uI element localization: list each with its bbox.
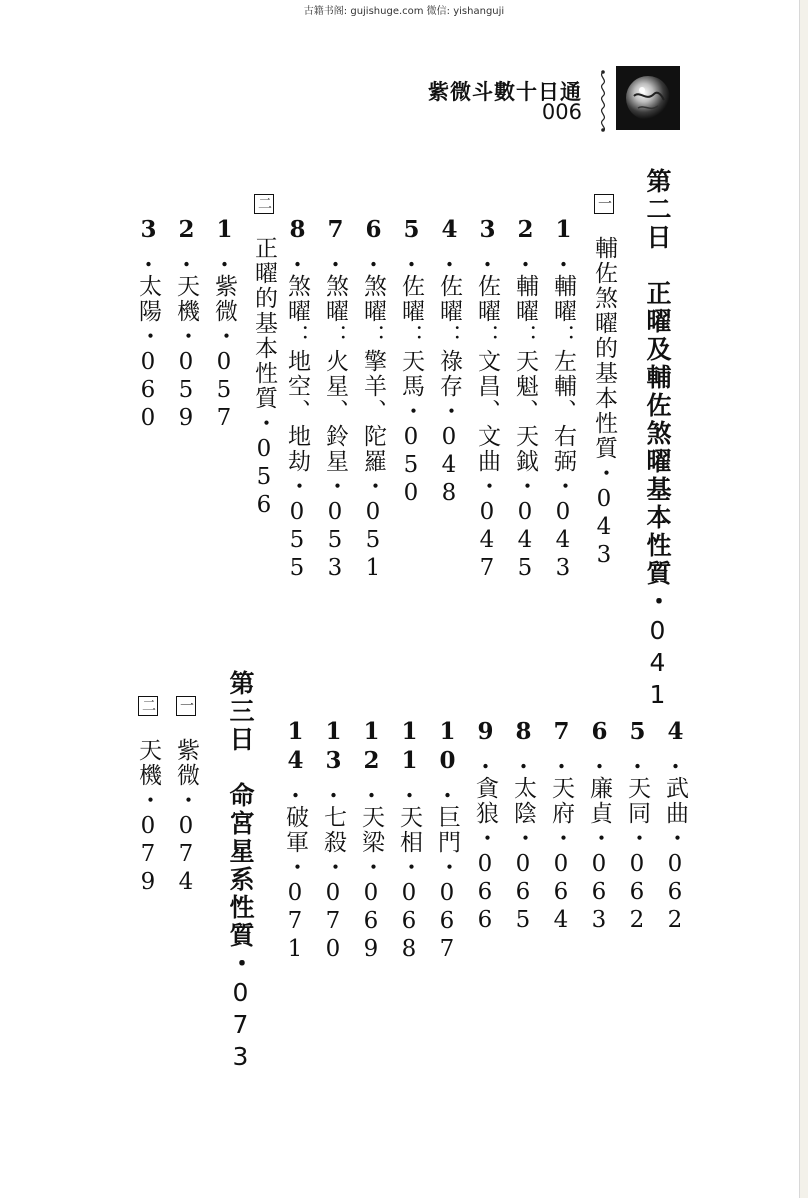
toc-item: 13.七殺・070 (320, 718, 347, 964)
toc-item: 7.煞曜：火星、鈴星・053 (322, 216, 349, 583)
toc-item: 7.天府・064 (548, 718, 575, 935)
toc-item: 1.輔曜：左輔、右弼・043 (550, 216, 577, 583)
section-2-heading (252, 194, 275, 520)
toc-item: 14.破軍・071 (282, 718, 309, 964)
section-page: 056 (251, 436, 277, 520)
toc-item: 2.天機・059 (173, 216, 200, 433)
chapter-2-title: 第二日 正曜及輔佐煞曜基本性質・ (643, 168, 672, 616)
chapter-3-section: 二天機・079 (135, 698, 161, 897)
chapter-3-heading (228, 670, 253, 1074)
toc-item: 11.天相・068 (396, 718, 423, 964)
section-page: 043 (591, 486, 617, 570)
watermark-text: 古籍书阁: gujishuge.com 微信: yishanguji (303, 6, 505, 17)
toc-item: 9.貪狼・066 (472, 718, 499, 935)
book-title: 紫微斗數十日通 (428, 80, 582, 104)
toc-item: 4.佐曜：祿存・048 (436, 216, 463, 508)
toc-item: 8.太陰・065 (510, 718, 537, 935)
toc-item: 6.煞曜：擎羊、陀羅・051 (360, 216, 387, 583)
section-marker: 一 (178, 698, 194, 714)
ornament-icon (596, 70, 610, 132)
toc-item: 10.巨門・067 (434, 718, 461, 964)
section-marker: 二 (140, 698, 156, 714)
chapter-3-title: 第三日 命宮星系性質・ (226, 670, 255, 978)
globe-logo-icon (616, 66, 680, 130)
section-title: 正曜的基本性質・ (251, 236, 277, 436)
chapter-2-heading (645, 168, 670, 712)
toc-item: 4.武曲・062 (662, 718, 689, 935)
toc-item: 2.輔曜：天魁、天鉞・045 (512, 216, 539, 583)
section-marker: 二 (256, 196, 272, 212)
chapter-3-page: 073 (226, 978, 255, 1074)
toc-item: 6.廉貞・063 (586, 718, 613, 935)
page-edge-strip (800, 0, 808, 1198)
toc-item: 12.天梁・069 (358, 718, 385, 964)
page-number: 006 (541, 100, 582, 124)
toc-item: 5.天同・062 (624, 718, 651, 935)
section-marker: 一 (596, 196, 612, 212)
section-1-heading (592, 194, 615, 570)
chapter-2-page: 041 (643, 616, 672, 712)
toc-item: 1.紫微・057 (211, 216, 238, 433)
chapter-3-section: 一紫微・074 (173, 698, 199, 897)
toc-item: 3.佐曜：文昌、文曲・047 (474, 216, 501, 583)
toc-item: 5.佐曜：天馬・050 (398, 216, 425, 508)
toc-item: 8.煞曜：地空、地劫・055 (284, 216, 311, 583)
toc-item: 3.太陽・060 (135, 216, 162, 433)
section-title: 輔佐煞曜的基本性質・ (591, 236, 617, 486)
